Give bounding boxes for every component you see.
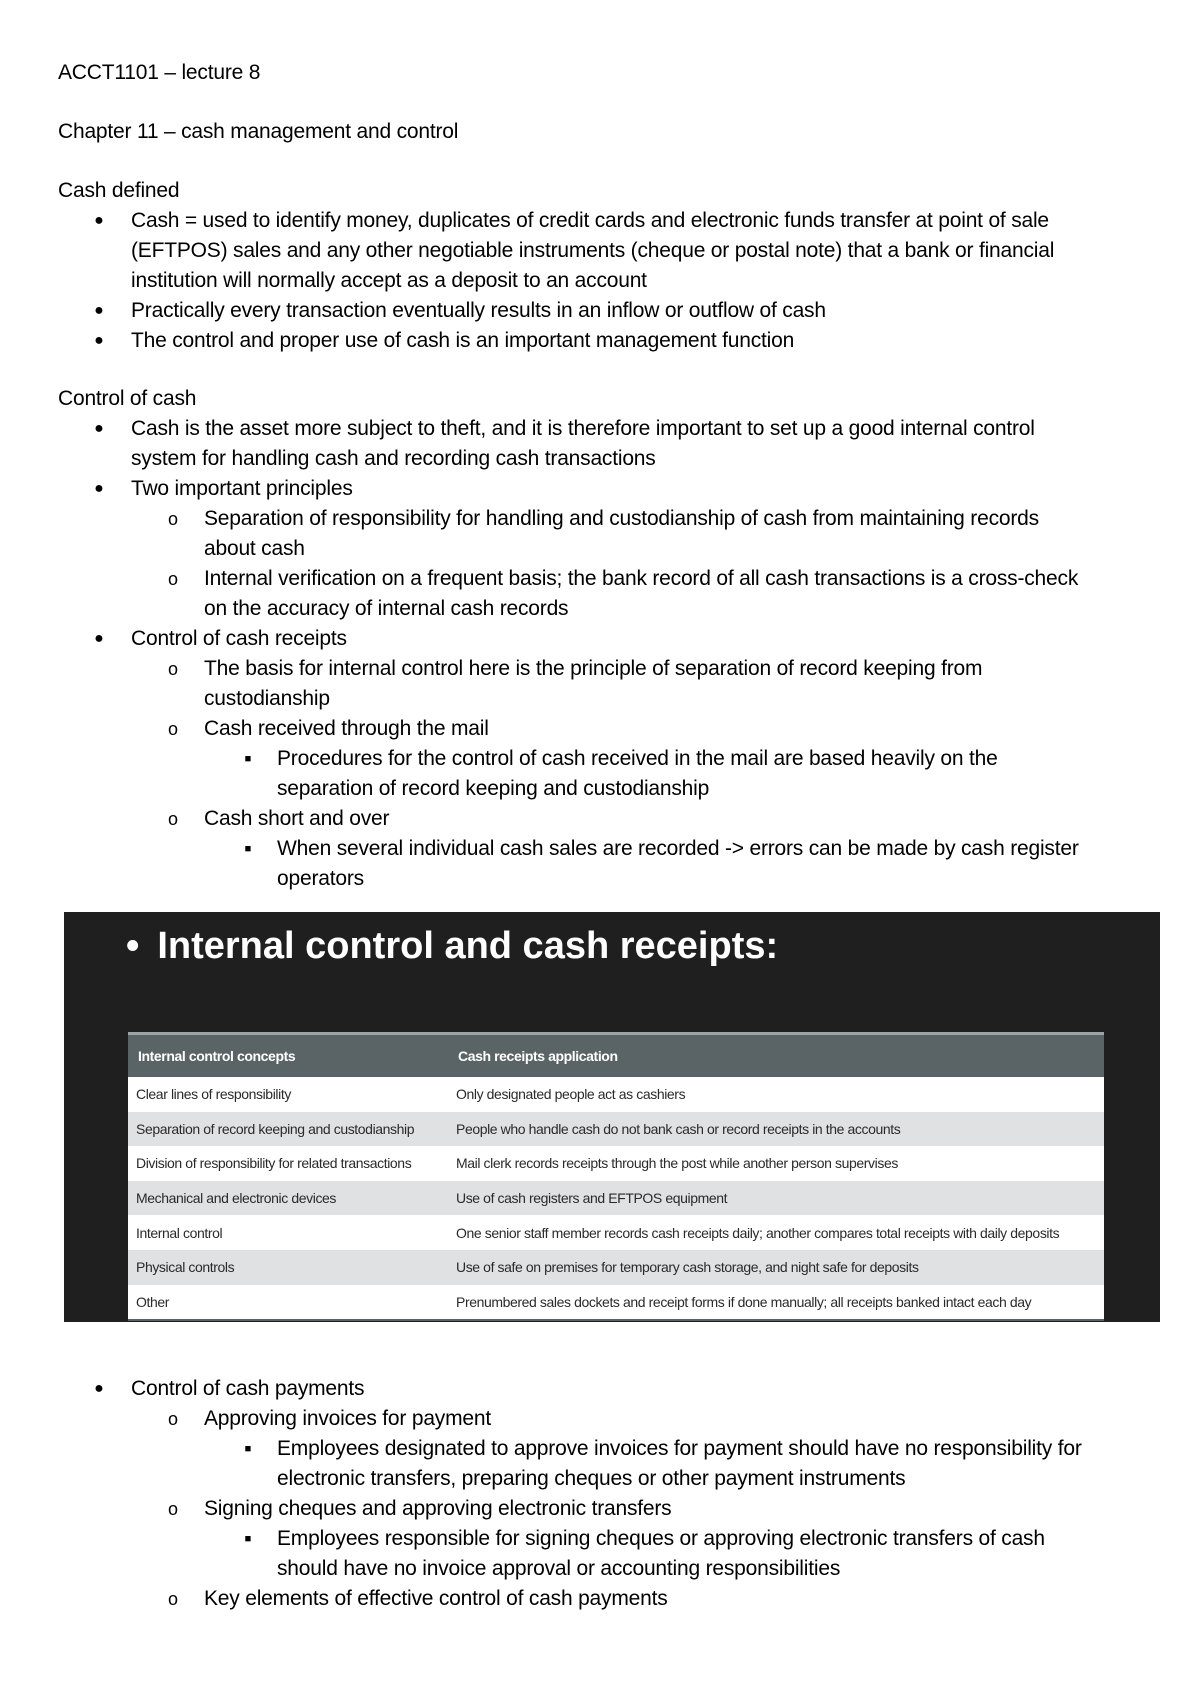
bullet-text: system for handling cash and recording cash transactions <box>131 447 656 470</box>
bullet-text: Practically every transaction eventually results in an inflow or outflow of cash <box>131 299 826 322</box>
table-header-row <box>128 1034 1104 1078</box>
bullet-text: Control of cash receipts <box>131 627 347 650</box>
sub-bullet-text: Signing cheques and approving electronic transfers <box>204 1497 672 1520</box>
circle-bullet: o <box>167 719 178 739</box>
table-row <box>128 1146 1104 1181</box>
internal-control-table <box>128 1032 1104 1321</box>
chapter-title: Chapter 11 – cash management and control <box>58 120 459 143</box>
table-cell: Internal control <box>128 1215 448 1250</box>
bullet-text: institution will normally accept as a deposit to an account <box>131 269 647 292</box>
sub-bullet-text: Separation of responsibility for handling and custodianship of cash from maintaining records <box>204 507 1039 530</box>
section-heading-cash-defined: Cash defined <box>58 179 180 202</box>
slide-title-text: Internal control and cash receipts: <box>157 925 779 967</box>
bullet-text: The control and proper use of cash is an important management function <box>131 329 795 352</box>
square-bullet: ■ <box>244 1533 252 1545</box>
table-cell: Prenumbered sales dockets and receipt forms if done manually; all receipts banked intact each day <box>448 1285 1104 1321</box>
circle-bullet: o <box>167 1589 178 1609</box>
sub-sub-bullet-text: should have no invoice approval or accounting responsibilities <box>277 1557 841 1580</box>
disc-bullet: ● <box>94 480 104 497</box>
table-cell: People who handle cash do not bank cash or record receipts in the accounts <box>448 1112 1104 1147</box>
column-header: Cash receipts application <box>448 1034 1104 1078</box>
disc-bullet: ● <box>94 420 104 437</box>
disc-bullet: ● <box>94 332 104 349</box>
sub-sub-bullet-text: electronic transfers, preparing cheques or other payment instruments <box>277 1467 906 1490</box>
section-heading-control-of-cash: Control of cash <box>58 387 197 410</box>
bullet-text: Control of cash payments <box>131 1377 365 1400</box>
sub-bullet-text: Internal verification on a frequent basis; the bank record of all cash transactions is a cross-check <box>204 567 1079 590</box>
disc-bullet: ● <box>94 212 104 229</box>
column-header: Internal control concepts <box>128 1034 448 1078</box>
disc-bullet: ● <box>94 302 104 319</box>
table-row <box>128 1181 1104 1216</box>
bullet-text: (EFTPOS) sales and any other negotiable instruments (cheque or postal note) that a bank or financial <box>131 239 1055 262</box>
sub-bullet-text: Approving invoices for payment <box>204 1407 491 1430</box>
sub-bullet-text: on the accuracy of internal cash records <box>204 597 569 620</box>
sub-bullet-text: The basis for internal control here is the principle of separation of record keeping from <box>204 657 983 680</box>
sub-sub-bullet-text: Procedures for the control of cash received in the mail are based heavily on the <box>277 747 998 770</box>
sub-bullet-text: Cash short and over <box>204 807 390 830</box>
circle-bullet: o <box>167 659 178 679</box>
disc-bullet: ● <box>94 1380 104 1397</box>
sub-sub-bullet-text: separation of record keeping and custodianship <box>277 777 710 800</box>
table-cell: Separation of record keeping and custodianship <box>128 1112 448 1147</box>
table-cell: Mail clerk records receipts through the post while another person supervises <box>448 1146 1104 1181</box>
slide-title <box>126 916 778 976</box>
table-cell: Use of safe on premises for temporary cash storage, and night safe for deposits <box>448 1250 1104 1285</box>
sub-bullet-text: about cash <box>204 537 305 560</box>
table-row <box>128 1250 1104 1285</box>
course-title: ACCT1101 – lecture 8 <box>58 61 261 84</box>
bullet-text: Cash is the asset more subject to theft, and it is therefore important to set up a good internal control <box>131 417 1035 440</box>
table-row <box>128 1112 1104 1147</box>
sub-sub-bullet-text: operators <box>277 867 364 890</box>
embedded-slide <box>64 912 1160 1322</box>
slide-bullet: • <box>126 925 140 967</box>
sub-sub-bullet-text: Employees responsible for signing cheques or approving electronic transfers of cash <box>277 1527 1045 1550</box>
sub-bullet-text: custodianship <box>204 687 330 710</box>
table-cell: Other <box>128 1285 448 1321</box>
bullet-text: Cash = used to identify money, duplicates of credit cards and electronic funds transfer at point of sale <box>131 209 1049 232</box>
table-cell: Division of responsibility for related transactions <box>128 1146 448 1181</box>
sub-sub-bullet-text: Employees designated to approve invoices for payment should have no responsibility for <box>277 1437 1082 1460</box>
circle-bullet: o <box>167 809 178 829</box>
table-cell: One senior staff member records cash receipts daily; another compares total receipts with daily deposits <box>448 1215 1104 1250</box>
disc-bullet: ● <box>94 630 104 647</box>
bullet-text: Two important principles <box>131 477 353 500</box>
sub-sub-bullet-text: When several individual cash sales are recorded -> errors can be made by cash register <box>277 837 1079 860</box>
table-cell: Only designated people act as cashiers <box>448 1077 1104 1112</box>
table-row <box>128 1215 1104 1250</box>
table-cell: Mechanical and electronic devices <box>128 1181 448 1216</box>
table-cell: Physical controls <box>128 1250 448 1285</box>
table-row <box>128 1077 1104 1112</box>
sub-bullet-text: Cash received through the mail <box>204 717 489 740</box>
table-cell: Use of cash registers and EFTPOS equipment <box>448 1181 1104 1216</box>
table-row <box>128 1285 1104 1321</box>
circle-bullet: o <box>167 1409 178 1429</box>
circle-bullet: o <box>167 509 178 529</box>
sub-bullet-text: Key elements of effective control of cash payments <box>204 1587 668 1610</box>
circle-bullet: o <box>167 569 178 589</box>
circle-bullet: o <box>167 1499 178 1519</box>
square-bullet: ■ <box>244 1443 252 1455</box>
table-cell: Clear lines of responsibility <box>128 1077 448 1112</box>
square-bullet: ■ <box>244 843 252 855</box>
square-bullet: ■ <box>244 753 252 765</box>
